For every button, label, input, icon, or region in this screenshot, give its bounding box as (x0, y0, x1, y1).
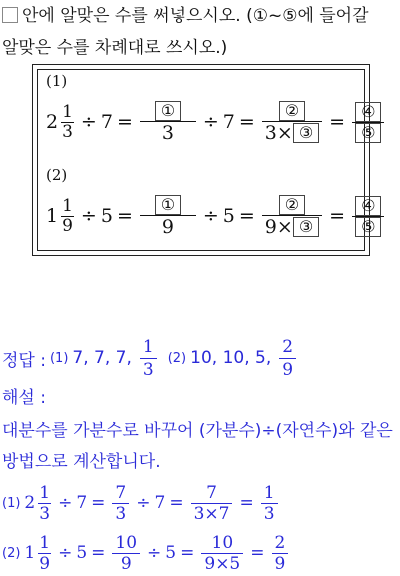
question-text-1: 안에 알맞은 수를 써넣으시오. (①~⑤에 들어갈 (22, 6, 369, 26)
problem-1-equation (46, 94, 387, 150)
p1-fraction-3 (262, 101, 322, 144)
sol1-frac-4 (261, 483, 278, 524)
p2-fraction-4 (352, 196, 384, 237)
sol1-f3-den: 3×7 (193, 503, 230, 524)
p2-whole: 1 (46, 205, 59, 227)
p1-divisor-1: 7 (100, 111, 113, 133)
explanation-title: 해설 : (2, 388, 46, 408)
problem-2-label: (2) (46, 166, 68, 184)
p2-frac-num: 1 (62, 195, 73, 216)
p1-whole: 2 (46, 111, 59, 133)
p1-box-3[interactable]: ③ (293, 123, 319, 143)
answer-part2-den: 9 (282, 359, 294, 380)
p2-box-5[interactable]: ⑤ (355, 217, 381, 237)
p2-box-3[interactable]: ③ (293, 217, 319, 237)
sol1-f1-num: 1 (39, 482, 51, 503)
sol2-f4-num: 2 (274, 532, 286, 553)
sol2-divisor-2: 5 (165, 543, 177, 563)
sol2-div-2: ÷ (147, 543, 162, 563)
p1-frac-num: 1 (62, 101, 73, 122)
p2-frac2-den: 9 (161, 215, 174, 238)
explanation-line-2: 방법으로 계산합니다. (2, 452, 161, 472)
answer-part1-label: (1) (49, 350, 69, 366)
p2-frac-den: 9 (62, 215, 73, 236)
sol1-f3-num: 7 (206, 482, 217, 503)
sol1-whole: 2 (24, 493, 36, 513)
answer-part1-values: 7, 7, 7, (72, 348, 132, 368)
problem-box (32, 64, 376, 256)
problem-2-equation (46, 188, 387, 244)
answer-part2-values: 10, 10, 5, (190, 348, 272, 368)
sol2-f2-num: 10 (115, 532, 138, 553)
sol1-f4-den: 3 (263, 503, 275, 524)
sol1-f4-num: 1 (263, 482, 275, 503)
sol2-frac-2 (112, 533, 140, 574)
sol1-eq-3: = (239, 493, 254, 513)
sol2-label: (2) (2, 545, 21, 561)
p2-fraction-2 (140, 195, 196, 238)
sol2-f3-den: 9×5 (204, 553, 241, 574)
sol1-frac-2 (112, 483, 129, 524)
p2-box-1[interactable]: ① (155, 195, 181, 215)
sol2-frac-4 (272, 533, 289, 574)
sol2-eq-1: = (91, 543, 106, 563)
p2-fraction-3 (262, 195, 322, 238)
answer-part1-den: 3 (142, 359, 154, 380)
sol1-frac-1 (38, 483, 51, 524)
p1-div-2: ÷ (202, 111, 219, 133)
sol2-f4-den: 9 (274, 553, 286, 574)
sol1-eq-2: = (169, 493, 184, 513)
answer-line (2, 334, 299, 382)
sol2-eq-2: = (180, 543, 195, 563)
answer-checkbox[interactable] (2, 7, 18, 23)
sol2-div-1: ÷ (58, 543, 73, 563)
p2-fraction (61, 197, 74, 236)
p2-box-4[interactable]: ④ (355, 196, 381, 216)
sol2-divisor-1: 5 (76, 543, 88, 563)
p2-frac3-den: 9 (264, 215, 277, 238)
sol2-frac-1 (38, 533, 51, 574)
p1-div-1: ÷ (80, 111, 97, 133)
answer-part1-num: 1 (142, 336, 154, 357)
answer-part2-fraction (279, 336, 296, 381)
sol1-div-1: ÷ (58, 493, 73, 513)
p1-box-5[interactable]: ⑤ (355, 123, 381, 143)
p2-div-2: ÷ (202, 205, 219, 227)
sol2-f1-num: 1 (39, 532, 51, 553)
p2-eq-3: = (329, 205, 346, 227)
p2-div-1: ÷ (80, 205, 97, 227)
sol2-frac-3 (201, 533, 243, 574)
question-line-1 (2, 4, 369, 28)
sol1-eq-1: = (91, 493, 106, 513)
p1-frac3-den: 3 (264, 121, 277, 144)
p1-eq-2: = (238, 111, 255, 133)
sol2-whole: 1 (24, 543, 36, 563)
p2-eq-1: = (116, 205, 133, 227)
p1-frac-den: 3 (62, 121, 73, 142)
sol2-f1-den: 9 (39, 553, 51, 574)
answer-part1-fraction (140, 336, 157, 381)
p1-box-1[interactable]: ① (155, 101, 181, 121)
sol2-eq-3: = (250, 543, 265, 563)
p1-eq-3: = (329, 111, 346, 133)
solution-2 (2, 530, 291, 576)
question-text-2: 알맞은 수를 차례대로 쓰시오.) (2, 38, 228, 58)
p1-fraction (61, 103, 74, 142)
explanation-line-1: 대분수를 가분수로 바꾸어 (가분수)÷(자연수)와 같은 (2, 421, 393, 441)
sol1-f1-den: 3 (39, 503, 51, 524)
p2-divisor-1: 5 (100, 205, 113, 227)
answer-part2-label: (2) (167, 350, 187, 366)
answer-prefix: 정답 : (2, 350, 46, 371)
sol1-label: (1) (2, 495, 21, 511)
sol1-divisor-1: 7 (76, 493, 88, 513)
p1-eq-1: = (116, 111, 133, 133)
p2-box-2[interactable]: ② (279, 195, 305, 215)
p1-divisor-2: 7 (222, 111, 235, 133)
problem-inner-box (37, 69, 376, 251)
answer-part2-num: 2 (282, 336, 294, 357)
p2-mul: × (276, 215, 293, 238)
sol2-f2-den: 9 (120, 553, 132, 574)
sol2-f3-num: 10 (211, 532, 234, 553)
p1-mul: × (276, 121, 293, 144)
p1-fraction-4 (352, 102, 384, 143)
p2-eq-2: = (238, 205, 255, 227)
sol1-divisor-2: 7 (154, 493, 166, 513)
sol1-f2-den: 3 (115, 503, 127, 524)
p2-divisor-2: 5 (222, 205, 235, 227)
problem-1-label: (1) (46, 72, 68, 90)
sol1-f2-num: 7 (115, 482, 127, 503)
p1-fraction-2 (140, 101, 196, 144)
solution-1 (2, 478, 281, 528)
sol1-div-2: ÷ (136, 493, 151, 513)
p1-frac2-den: 3 (161, 121, 174, 144)
p1-box-2[interactable]: ② (279, 101, 305, 121)
sol1-frac-3 (191, 483, 233, 524)
p1-box-4[interactable]: ④ (355, 102, 381, 122)
